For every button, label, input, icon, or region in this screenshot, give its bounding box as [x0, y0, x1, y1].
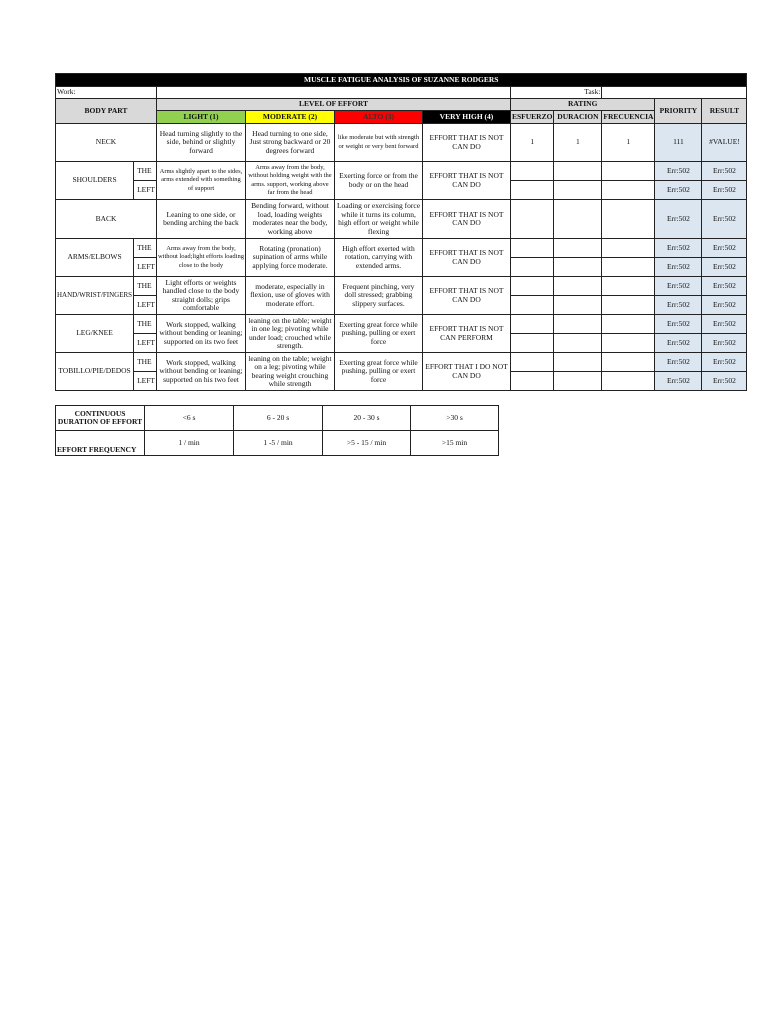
- shoulders-left-label: LEFT: [134, 181, 157, 200]
- very-high-header: VERY HIGH (4): [422, 111, 510, 124]
- tobillo-left-duracion[interactable]: [554, 372, 602, 391]
- leg-right-frecuencia[interactable]: [602, 315, 655, 334]
- duration-label: CONTINUOUS DURATION OF EFFORT: [56, 406, 145, 431]
- hand-light: Light efforts or weights handled close to the body straight dolls; grips comfortable: [156, 277, 245, 315]
- tobillo-left-label: LEFT: [134, 372, 157, 391]
- duration-frequency-legend: [55, 405, 499, 456]
- tobillo-left-result: Err:502: [702, 372, 747, 391]
- shoulders-right-result: Err:502: [702, 162, 747, 181]
- shoulders-light: Arms slightly apart to the sides, arms extended with something of support: [156, 162, 245, 200]
- hand-right-duracion[interactable]: [554, 277, 602, 296]
- body-part-arms: ARMS/ELBOWS: [56, 239, 134, 277]
- body-part-hand: HAND/WRIST/FINGERS: [56, 277, 134, 315]
- leg-left-priority: Err:502: [655, 334, 702, 353]
- leg-right-priority: Err:502: [655, 315, 702, 334]
- tobillo-alto: Exerting great force while pushing, pulling or exert force: [334, 353, 422, 391]
- arms-right-priority: Err:502: [655, 239, 702, 258]
- arms-alto: High effort exerted with rotation, carrying with extended arms.: [334, 239, 422, 277]
- shoulders-right-priority: Err:502: [655, 162, 702, 181]
- frequency-value: 1 / min: [145, 431, 234, 456]
- leg-left-duracion[interactable]: [554, 334, 602, 353]
- body-part-back: BACK: [56, 200, 157, 239]
- alto-header: ALTO (3): [334, 111, 422, 124]
- tobillo-right-priority: Err:502: [655, 353, 702, 372]
- sheet-title: MUSCLE FATIGUE ANALYSIS OF SUZANNE RODGERS: [56, 74, 747, 87]
- neck-priority: 111: [655, 124, 702, 162]
- task-field[interactable]: [602, 87, 747, 99]
- body-part-tobillo: TOBILLO/PIE/DEDOS: [56, 353, 134, 391]
- frequency-value: 1 -5 / min: [234, 431, 323, 456]
- body-part-neck: NECK: [56, 124, 157, 162]
- back-alto: Loading or exercising force while it turns its column, high effort or weight while flexing: [334, 200, 422, 239]
- tobillo-light: Work stopped, walking without bending or leaning; supported on his two feet: [156, 353, 245, 391]
- duration-value: <6 s: [145, 406, 234, 431]
- leg-right-esfuerzo[interactable]: [510, 315, 553, 334]
- shoulders-moderate: Arms away from the body, without holding weight with the arms. support, working above far from the head: [245, 162, 334, 200]
- leg-very-high: EFFORT THAT IS NOT CAN PERFORM: [422, 315, 510, 353]
- shoulders-left-duracion[interactable]: [554, 181, 602, 200]
- neck-frecuencia[interactable]: 1: [602, 124, 655, 162]
- hand-right-frecuencia[interactable]: [602, 277, 655, 296]
- back-esfuerzo[interactable]: [510, 200, 553, 239]
- neck-light: Head turning slightly to the side, behind or slightly forward: [156, 124, 245, 162]
- arms-right-result: Err:502: [702, 239, 747, 258]
- shoulders-very-high: EFFORT THAT IS NOT CAN DO: [422, 162, 510, 200]
- arms-right-esfuerzo[interactable]: [510, 239, 553, 258]
- light-header: LIGHT (1): [156, 111, 245, 124]
- shoulders-left-priority: Err:502: [655, 181, 702, 200]
- arms-left-frecuencia[interactable]: [602, 258, 655, 277]
- fatigue-analysis-sheet: [55, 73, 747, 391]
- task-label: Task:: [510, 87, 601, 99]
- back-very-high: EFFORT THAT IS NOT CAN DO: [422, 200, 510, 239]
- shoulders-left-result: Err:502: [702, 181, 747, 200]
- tobillo-left-frecuencia[interactable]: [602, 372, 655, 391]
- hand-right-label: THE: [134, 277, 157, 296]
- arms-right-frecuencia[interactable]: [602, 239, 655, 258]
- hand-right-esfuerzo[interactable]: [510, 277, 553, 296]
- leg-left-label: LEFT: [134, 334, 157, 353]
- leg-right-duracion[interactable]: [554, 315, 602, 334]
- shoulders-right-frecuencia[interactable]: [602, 162, 655, 181]
- tobillo-right-duracion[interactable]: [554, 353, 602, 372]
- frequency-value: >5 - 15 / min: [323, 431, 411, 456]
- arms-left-priority: Err:502: [655, 258, 702, 277]
- leg-right-result: Err:502: [702, 315, 747, 334]
- back-result: Err:502: [702, 200, 747, 239]
- rating-header: RATING: [510, 99, 654, 111]
- leg-right-label: THE: [134, 315, 157, 334]
- tobillo-right-label: THE: [134, 353, 157, 372]
- leg-left-esfuerzo[interactable]: [510, 334, 553, 353]
- result-header: RESULT: [702, 99, 747, 124]
- tobillo-right-esfuerzo[interactable]: [510, 353, 553, 372]
- hand-very-high: EFFORT THAT IS NOT CAN DO: [422, 277, 510, 315]
- hand-alto: Frequent pinching, very doll stressed; grabbing slippery surfaces.: [334, 277, 422, 315]
- neck-alto: like moderate but with strength or weight or very bent forward: [334, 124, 422, 162]
- leg-left-frecuencia[interactable]: [602, 334, 655, 353]
- neck-moderate: Head turning to one side, Just strong backward or 20 degrees forward: [245, 124, 334, 162]
- shoulders-right-duracion[interactable]: [554, 162, 602, 181]
- tobillo-moderate: leaning on the table; weight on a leg; pivoting while bearing weight crouching while strength: [245, 353, 334, 391]
- arms-left-duracion[interactable]: [554, 258, 602, 277]
- arms-right-duracion[interactable]: [554, 239, 602, 258]
- tobillo-right-result: Err:502: [702, 353, 747, 372]
- neck-result: #VALUE!: [702, 124, 747, 162]
- arms-left-result: Err:502: [702, 258, 747, 277]
- arms-light: Arms away from the body, without load;light efforts loading close to the body: [156, 239, 245, 277]
- tobillo-left-priority: Err:502: [655, 372, 702, 391]
- duracion-header: DURACION: [554, 111, 602, 124]
- fatigue-table: [55, 73, 747, 391]
- back-duracion[interactable]: [554, 200, 602, 239]
- duration-value: 20 - 30 s: [323, 406, 411, 431]
- arms-right-label: THE: [134, 239, 157, 258]
- esfuerzo-header: ESFUERZO: [510, 111, 553, 124]
- neck-very-high: EFFORT THAT IS NOT CAN DO: [422, 124, 510, 162]
- tobillo-left-esfuerzo[interactable]: [510, 372, 553, 391]
- leg-left-result: Err:502: [702, 334, 747, 353]
- hand-left-frecuencia[interactable]: [602, 296, 655, 315]
- hand-right-result: Err:502: [702, 277, 747, 296]
- shoulders-right-esfuerzo[interactable]: [510, 162, 553, 181]
- arms-left-label: LEFT: [134, 258, 157, 277]
- level-of-effort-header: LEVEL OF EFFORT: [156, 99, 510, 111]
- hand-left-label: LEFT: [134, 296, 157, 315]
- body-part-leg: LEG/KNEE: [56, 315, 134, 353]
- tobillo-very-high: EFFORT THAT I DO NOT CAN DO: [422, 353, 510, 391]
- back-light: Leaning to one side, or bending arching the back: [156, 200, 245, 239]
- legend-table: [55, 405, 499, 456]
- hand-left-duracion[interactable]: [554, 296, 602, 315]
- leg-light: Work stopped, walking without bending or leaning; supported on its two feet: [156, 315, 245, 353]
- arms-very-high: EFFORT THAT IS NOT CAN DO: [422, 239, 510, 277]
- frecuencia-header: FRECUENCIA: [602, 111, 655, 124]
- duration-value: 6 - 20 s: [234, 406, 323, 431]
- body-part-header: BODY PART: [56, 99, 157, 124]
- hand-left-esfuerzo[interactable]: [510, 296, 553, 315]
- leg-moderate: leaning on the table; weight in one leg; pivoting while under load; crouched while strength.: [245, 315, 334, 353]
- hand-left-result: Err:502: [702, 296, 747, 315]
- tobillo-right-frecuencia[interactable]: [602, 353, 655, 372]
- priority-header: PRIORITY: [655, 99, 702, 124]
- back-frecuencia[interactable]: [602, 200, 655, 239]
- duration-value: >30 s: [411, 406, 499, 431]
- neck-duracion[interactable]: 1: [554, 124, 602, 162]
- shoulders-alto: Exerting force or from the body or on the head: [334, 162, 422, 200]
- work-label: Work:: [56, 87, 157, 99]
- work-field[interactable]: [156, 87, 510, 99]
- hand-left-priority: Err:502: [655, 296, 702, 315]
- body-part-shoulders: SHOULDERS: [56, 162, 134, 200]
- back-priority: Err:502: [655, 200, 702, 239]
- hand-moderate: moderate, especially in flexion, use of gloves with moderate effort.: [245, 277, 334, 315]
- shoulders-left-frecuencia[interactable]: [602, 181, 655, 200]
- leg-alto: Exerting great force while pushing, pulling or exert force: [334, 315, 422, 353]
- moderate-header: MODERATE (2): [245, 111, 334, 124]
- frequency-value: >15 min: [411, 431, 499, 456]
- back-moderate: Bending forward, without load, loading weights moderates near the body, working above: [245, 200, 334, 239]
- arms-moderate: Rotating (pronation) supination of arms while applying force moderate.: [245, 239, 334, 277]
- shoulders-left-esfuerzo[interactable]: [510, 181, 553, 200]
- frequency-label: EFFORT FREQUENCY: [56, 431, 145, 456]
- shoulders-right-label: THE: [134, 162, 157, 181]
- arms-left-esfuerzo[interactable]: [510, 258, 553, 277]
- hand-right-priority: Err:502: [655, 277, 702, 296]
- neck-esfuerzo[interactable]: 1: [510, 124, 553, 162]
